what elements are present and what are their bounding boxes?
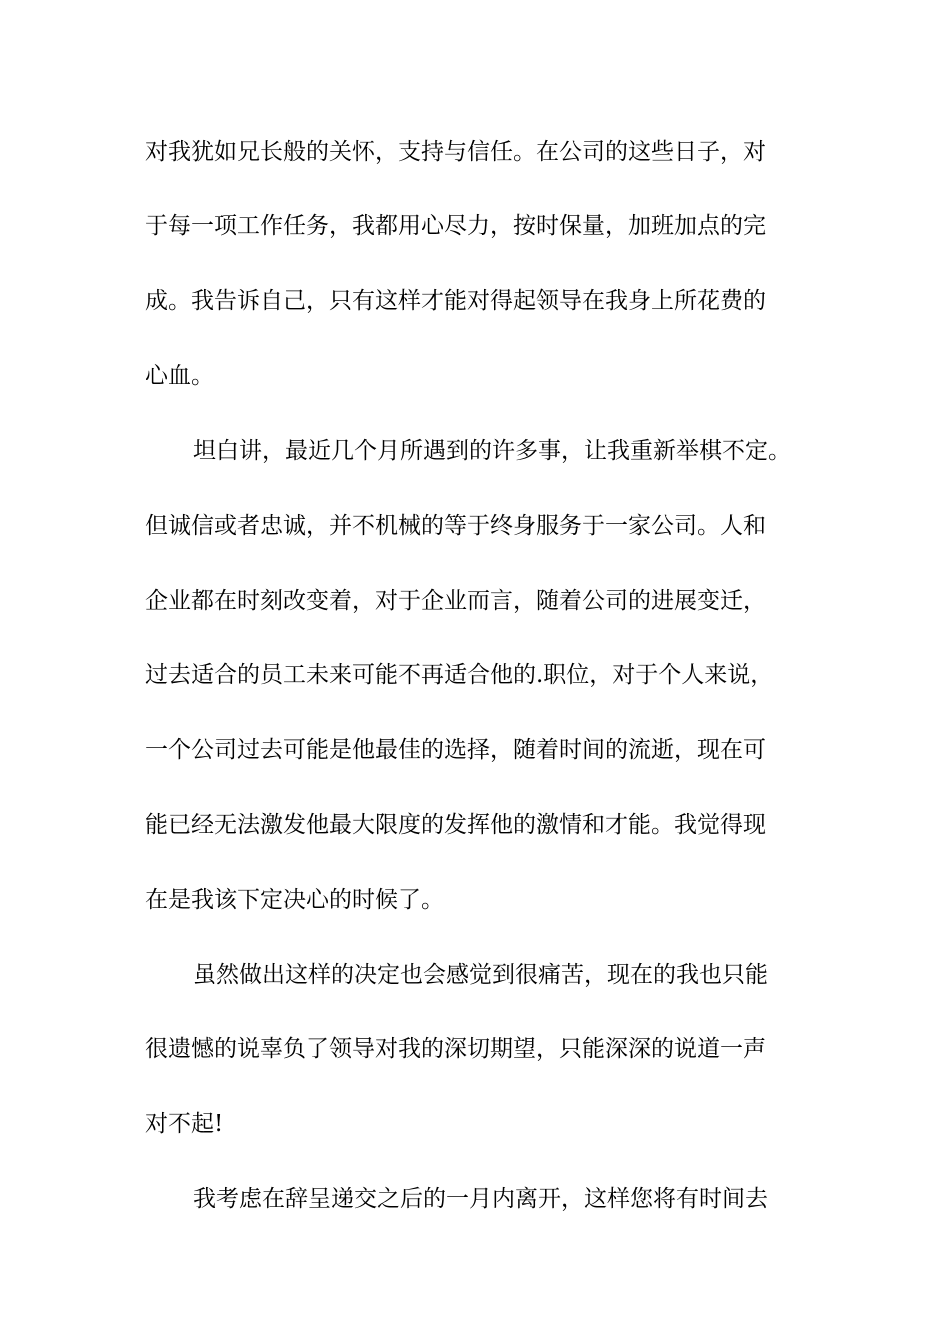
text-line: 企业都在时刻改变着，对于企业而言，随着公司的进展变迁， [145,588,766,614]
text-line: 我考虑在辞呈递交之后的一月内离开，这样您将有时间去 [193,1186,768,1212]
text-line: 成。我告诉自己，只有这样才能对得起领导在我身上所花费的 [145,288,766,314]
text-line: 一个公司过去可能是他最佳的选择，随着时间的流逝，现在可 [145,737,766,763]
text-line: 但诚信或者忠诚，并不机械的等于终身服务于一家公司。人和 [145,513,766,539]
text-line: 能已经无法激发他最大限度的发挥他的激情和才能。我觉得现 [145,812,766,838]
text-line: 过去适合的员工未来可能不再适合他的.职位，对于个人来说， [145,662,774,688]
text-line: 对不起! [145,1111,224,1137]
text-line: 坦白讲，最近几个月所遇到的许多事，让我重新举棋不定。 [193,438,791,464]
text-line: 对我犹如兄长般的关怀，支持与信任。在公司的这些日子，对 [145,139,766,165]
text-line: 很遗憾的说辜负了领导对我的深切期望，只能深深的说道一声 [145,1036,766,1062]
text-line: 心血。 [145,363,214,389]
text-line: 虽然做出这样的决定也会感觉到很痛苦，现在的我也只能 [193,962,768,988]
text-line: 于每一项工作任务，我都用心尽力，按时保量，加班加点的完 [145,213,766,239]
text-line: 在是我该下定决心的时候了。 [145,887,444,913]
